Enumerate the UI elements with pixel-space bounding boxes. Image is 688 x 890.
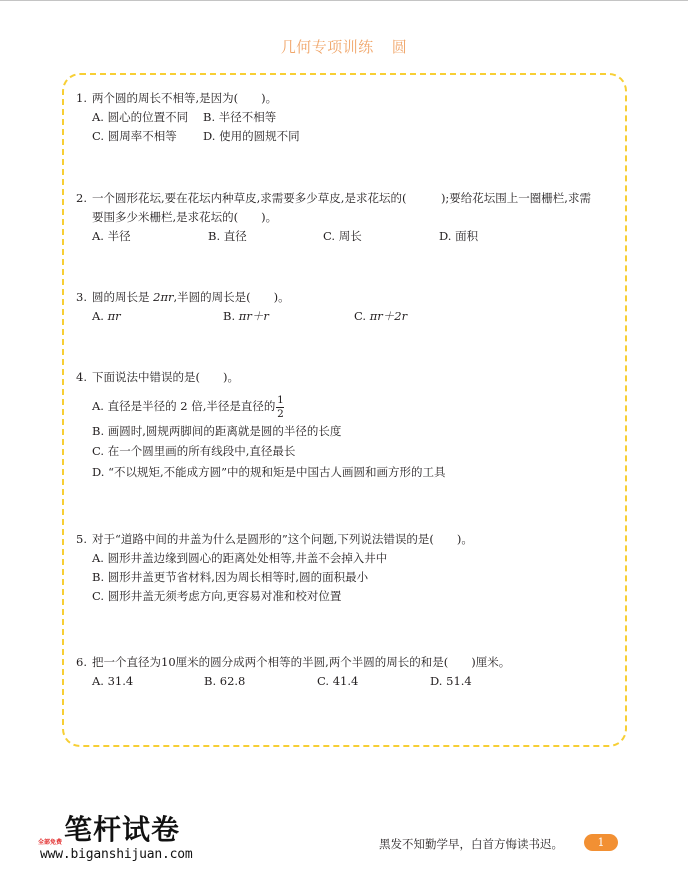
question-2 [76, 189, 591, 246]
option-b[interactable]: B. 画圆时,圆规两脚间的距离就是圆的半径的长度 [92, 424, 342, 438]
option-formula: πr [107, 309, 121, 323]
options [76, 307, 407, 326]
page-title [0, 36, 688, 57]
question-stem-pre: 圆的周长是 [92, 290, 154, 304]
formula: 2πr [153, 290, 174, 304]
option-prefix: C. [354, 309, 370, 323]
question-5 [76, 530, 473, 606]
option-b[interactable]: B. 直径 [208, 229, 247, 243]
logo-text: 笔杆试卷 [64, 813, 181, 846]
question-number: 3. [76, 290, 87, 304]
question-1 [76, 89, 300, 146]
option-text: A. 直径是半径的 2 倍,半径是直径的 [92, 399, 276, 413]
option-formula: πr＋r [238, 309, 269, 323]
option-c[interactable]: C. 圆形井盖无须考虑方向,更容易对准和校对位置 [92, 589, 342, 603]
option-a[interactable]: A. 半径 [92, 229, 131, 243]
option-d[interactable]: D. 面积 [439, 229, 479, 243]
options [76, 672, 510, 691]
site-logo[interactable] [38, 808, 208, 868]
options [76, 227, 591, 246]
option-a[interactable]: A. 圆形井盖边缘到圆心的距离处处相等,井盖不会掉入井中 [92, 551, 388, 565]
question-number: 1. [76, 91, 87, 105]
question-number: 5. [76, 532, 87, 546]
question-stem-line-1: 一个圆形花坛,要在花坛内种草皮,求需要多少草皮,是求花坛的( );要给花坛围上一圈栅栏,求需 [92, 191, 591, 205]
options [76, 393, 446, 483]
option-b[interactable] [223, 307, 354, 326]
question-stem: 对于“道路中间的井盖为什么是圆形的”这个问题,下列说法错误的是( )。 [92, 532, 473, 546]
fraction-denominator: 2 [277, 407, 284, 420]
page-title-main: 几何专项训练 [280, 38, 374, 56]
question-6 [76, 653, 510, 691]
options [76, 549, 473, 606]
fraction-numerator: 1 [277, 393, 284, 406]
option-a[interactable]: A. 圆心的位置不同 [92, 110, 189, 124]
question-stem: 两个圆的周长不相等,是因为( )。 [92, 91, 278, 105]
fraction [276, 395, 284, 420]
option-a[interactable]: A. 31.4 [92, 674, 134, 688]
option-formula: πr＋2r [369, 309, 408, 323]
option-c[interactable] [354, 307, 407, 326]
question-stem: 把一个直径为10厘米的圆分成两个相等的半圆,两个半圆的周长的和是( )厘米。 [92, 655, 511, 669]
page-number-badge: 1 [584, 834, 618, 851]
question-stem: 下面说法中错误的是( )。 [92, 370, 239, 384]
footer-motto: 黑发不知勤学早，白首方悔读书迟。 [379, 837, 563, 851]
logo-url[interactable]: www.biganshijuan.com [40, 847, 193, 862]
option-a[interactable] [92, 393, 446, 419]
question-stem-line-2: 要围多少米栅栏,是求花坛的( )。 [92, 210, 278, 224]
option-b[interactable]: B. 半径不相等 [203, 110, 277, 124]
option-b[interactable]: B. 62.8 [204, 674, 246, 688]
top-divider [0, 0, 688, 1]
option-c[interactable]: C. 41.4 [317, 674, 359, 688]
question-stem-post: ,半圆的周长是( )。 [173, 290, 290, 304]
option-d[interactable]: D. 使用的圆规不同 [203, 129, 300, 143]
options [76, 108, 300, 127]
option-a[interactable] [92, 307, 223, 326]
options [76, 127, 300, 146]
option-prefix: B. [223, 309, 239, 323]
option-d[interactable]: D. 51.4 [430, 674, 472, 688]
page-title-topic: 圆 [391, 38, 408, 56]
question-4 [76, 368, 446, 483]
question-number: 2. [76, 191, 87, 205]
logo-badge: 全部免费 [38, 839, 63, 846]
option-c[interactable]: C. 圆周率不相等 [92, 129, 177, 143]
question-3 [76, 288, 407, 326]
option-b[interactable]: B. 圆形井盖更节省材料,因为周长相等时,圆的面积最小 [92, 570, 369, 584]
question-number: 6. [76, 655, 87, 669]
option-prefix: A. [92, 309, 108, 323]
option-c[interactable]: C. 在一个圆里画的所有线段中,直径最长 [92, 444, 296, 458]
question-number: 4. [76, 370, 87, 384]
option-d[interactable]: D. “不以规矩,不能成方圆”中的规和矩是中国古人画圆和画方形的工具 [92, 465, 446, 479]
option-c[interactable]: C. 周长 [323, 229, 362, 243]
